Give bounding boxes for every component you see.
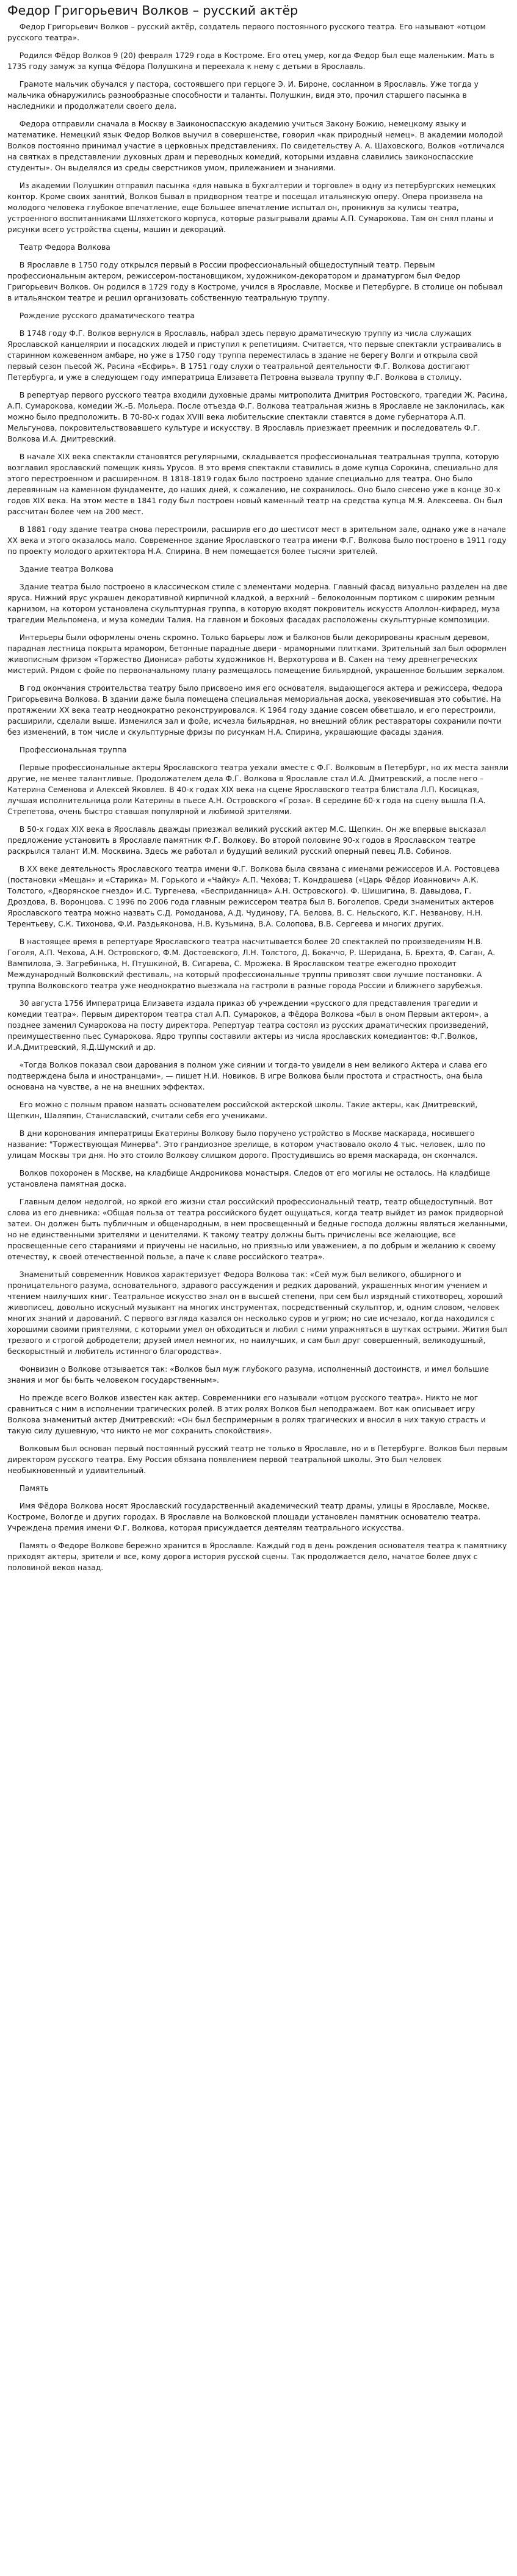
paragraph: В начале XIX века спектакли становятся регулярными, складывается профессиональная театральная труппа, которую возглавил ярославский помещик князь Урусов. В это время спектакли ставились в доме купца Сорокина, специально для этого перестроенном и расширенном. В 1818-1819 годах было построено здание специально для театра. Оно было деревянным на каменном фундаменте, до наших дней, к сожалению, не сохранилось. Оно было снесено уже в конце 30-х годов XIX века. На этом месте в 1841 году был построен новый каменный театр на средства купца М.Я. Алексеева. Он был рассчитан более чем на 200 мест. — [7, 453, 502, 516]
paragraph: В 1881 году здание театра снова перестроили, расширив его до шестисот мест в зрительном зале, однако уже в начале XX века и этого оказалось мало. Современное здание Ярославского театра имени Ф.Г. Волкова было построено в 1911 году по проекту молодого архитектора Н.А. Спирина. В нем помещается более тысячи зрителей. — [7, 525, 507, 556]
paragraph: Родился Фёдор Волков 9 (20) февраля 1729 года в Костроме. Его отец умер, когда Федор был еще маленьким. Мать в 1735 году замуж за купца Фёдора Полушкина и переехала к нему с детьми в Ярославль. — [7, 51, 494, 71]
paragraph: Интерьеры были оформлены очень скромно. Только барьеры лож и балконов были декорированы красным деревом, парадная лестница покрыта мрамором, бетонные парадные двери - мраморными плитками. Зрительный зал был оформлен живописным фризом «Торжество Диониса» работы художников Н. Верхотурова и В. Сакен на тему древнегреческих мистерий. Рядом с фойе по первоначальному плану размещалось помещение бильярдной, украшенное большим зеркалом. — [7, 633, 507, 675]
paragraph: В XX веке деятельность Ярославского театра имени Ф.Г. Волкова была связана с именами режиссеров И.А. Ростовцева (постановки «Мещан» и «Старика» М. Горького и «Чайку» А.П. Чехова; Т. Кондрашева («Царь Фёдор Иоаннович» А.К. Толстого, «Дворянское гнездо» И.С. Тургенева, «Бесприданница» А.Н. Островского). Ф. Шишигина, В. Давыдова, Г. Дроздова, В. Воронцова. С 1996 по 2006 года главным режиссером театра был В. Боголепов. Среди знаменитых актеров Ярославского театра можно назвать С.Д. Ромоданова, А.Д. Чудинову, ГА. Белова, В. С. Нельского, К.Г. Незванову, Н.Н. Терентьеву, С.К. Тихонова, Ф.И. Раздьяконова, Н.В. Кузьмина, В.А. Солопова, В.В. Сергеева и многих других. — [7, 865, 500, 928]
paragraph: В репертуар первого русского театра входили духовные драмы митрополита Дмитрия Ростовского, трагедии Ж. Расина, А.П. Сумарокова, комедии Ж.-Б. Мольера. После отъезда Ф.Г. Волкова театральная жизнь в Ярославле не заклонилась, как можно было предположить. В 70-80-х годах XVIII века любительские спектакли ставятся в доме губернатора А.П. Мельгунова, покровительствовавшего культуре и искусству. В Ярославль приезжает преемник и последователь Ф.Г. Волкова И.А. Дмитревский. — [7, 391, 508, 443]
section-heading: Рождение русского драматического театра — [19, 311, 195, 320]
section-heading: Театр Федора Волкова — [19, 243, 110, 252]
paragraph: В настоящее время в репертуаре Ярославского театра насчитывается более 20 спектаклей по произведениям Н.В. Гоголя, А.П. Чехова, А.Н. Островского, Ф.М. Достоевского, Л.Н. Толстого, Д. Бокаччо, Р. Шеридана, Б. Брехта, Ф. Саган, А. Вампилова, Э. Загребинька, Н. Птушкиной, В. Сигарева, С. Мрожека. В Ярославском театре ежегодно проходит Международный Волковский фестиваль, на который профессиональные труппы привозят свои лучшие постановки. А труппа Волковского театра уже неоднократно выезжала на гастроли в разные города России и ближнего зарубежья. — [7, 937, 496, 990]
paragraph: Но прежде всего Волков известен как актер. Современники его называли «отцом русского театра». Никто не мог сравниться с ним в исполнении трагических ролей. В этих ролях Волков был неподражаем. Вот как описывает игру Волкова знаменитый актер Дмитревский: «Он был беспримерным в ролях трагических и вносил в них такую страсть и такую силу душевную, что никто не мог сохранить спокойствия». — [7, 1394, 486, 1435]
paragraph: Федора отправили сначала в Москву в Заиконоспасскую академию учиться Закону Божию, немецкому языку и математике. Немецкий язык Федор Волков выучил в совершенстве, говорил «как природный немец». В академии молодой Волков постоянно принимал участие в церковных представлениях. По свидетельству А. А. Шаховского, Волков «отличался на святках в представлении духовных драм и переводных комедий, которыми издавна славились заиконоспасские студенты». Он выделялся из среды сверстников умом, прилежанием и знаниями. — [7, 120, 504, 172]
paragraph: Фонвизин о Волкове отзывается так: «Волков был муж глубокого разума, исполненный достоинств, и имел большие знания и мог бы быть человеком государственным». — [7, 1365, 490, 1384]
paragraph: Из академии Полушкин отправил пасынка «для навыка в бухгалтерии и торговле» в одну из петербургских немецких контор. Кроме своих занятий, Волков бывал в придворном театре и посещал итальянскую оперу. Опера произвела на молодого человека глубокое впечатление, еще большее впечатление испытал он, проникнув за кулисы театра, устроенного воспитанниками Шляхетского корпуса, которые разыгрывали драмы А.П. Сумарокова. Там он снял планы и рисунки всего устройства сцены, машин и декораций. — [7, 181, 496, 234]
paragraph: 30 августа 1756 Императрица Елизавета издала приказ об учреждении «русского для представления трагедии и комедии театра». Первым директором театра стал А.П. Сумароков, а Фёдора Волкова «был в оном Первым актером», а позднее заменил Сумарокова на посту директора. Репертуар театра состоял из русских драматических произведений, преимущественно пьес Сумарокова. Ядро труппы составили актеры из числа ярославских комедиантов: Ф.Г.Волков, И.А.Дмитревский, Я.Д.Шумский и др. — [7, 999, 489, 1052]
paragraph: В год окончания строительства театру было присвоено имя его основателя, выдающегося актера и режиссера, Федора Григорьевича Волкова. В здании даже была помещена специальная мемориальная доска, увековечившая это событие. На протяжении XX века театр неоднократно реконструировался. К 1964 году здание совсем обветшало, и его перестроили, расширили, сделали выше. Изменился зал и фойе, исчезла бильярдная, но внешний облик реставраторы сохранили почти без изменений, в том числе и скульптурные фризы по рисункам Н.А. Спирина, украшающие фасады здания. — [7, 684, 503, 737]
paragraph: В 1748 году Ф.Г. Волков вернулся в Ярославль, набрал здесь первую драматическую труппу из числа служащих Ярославской канцелярии и посадских людей и приступил к репетициям. Считается, что первые спектакли устраивались в старинном кожевенном амбаре, но уже в 1750 году труппа переместилась в здание не берегу Волги и открыла свой первый сезон пьесой Ж. Расина «Есфирь». В 1751 году слухи о театральной деятельности Ф.Г. Волкова достигают Петербурга, и уже в следующем году императрица Елизавета Петровна вызвала труппу Ф.Г. Волкова в столицу. — [7, 329, 502, 382]
paragraph: Волков похоронен в Москве, на кладбище Андроникова монастыря. Следов от его могилы не осталось. На кладбище установлена памятная доска. — [7, 1169, 490, 1188]
paragraph: Здание театра было построено в классическом стиле с элементами модерна. Главный фасад визуально разделен на две яруса. Нижний ярус украшен декоративной кирпичной кладкой, а верхний – белоколонным портиком с широким резным карнизом, на котором установлена скульптурная группа, в которую входят покровитель искусств Аполлон-кифаред, муза трагедии Мельпомена, и муза комедии Талия. На главном и боковых фасадах расположены скульптурные композиции. — [7, 583, 508, 624]
paragraph: В дни коронования императрицы Екатерины Волкову было поручено устройство в Москве маскарада, носившего название: "Торжествующая Минерва". Это грандиозное зрелище, в котором участвовало около 4 тыс. человек, шло по улицам Москвы три дня. Но это стоило Волкову слишком дорого. Простудившись во время маскарада, он скончался. — [7, 1129, 485, 1160]
article-body — [7, 21, 508, 1573]
paragraph: Память о Федоре Волкове бережно хранится в Ярославле. Каждый год в день рождения основателя театра к памятнику приходят актеры, зрители и все, кому дорога история русской сцены. Так продолжается дело, начатое более двух с половиной веков назад. — [7, 1541, 507, 1572]
paragraph: В 50-х годах XIX века в Ярославль дважды приезжал великий русский актер М.С. Щепкин. Он же впервые высказал предложение установить в Ярославле памятник Ф.Г. Волкову. Во второй половине 90-х годов в Ярославском театре раскрылся талант И.М. Москвина. Здесь же работал и будущий великий русский оперный певец Л.В. Собинов. — [7, 825, 486, 856]
paragraph: Имя Фёдора Волкова носят Ярославский государственный академический театр драмы, улицы в Ярославле, Москве, Костроме, Вологде и других городах. В Ярославле на Волковской площади установлен памятник основателю театра. Учреждена премия имени Ф.Г. Волкова, которая присуждается деятелям театрального искусства. — [7, 1502, 490, 1532]
paragraph: Главным делом недолгой, но яркой его жизни стал российский профессиональный театр, театр общедоступный. Вот слова из его дневника: «Общая польза от театра российского будет ощущаться, когда театр выйдет из рамок придворной затеи. Он должен быть публичным и общенародным, в нем просвещенный и бедные господа должны являться желанными, но не единственными зрителями и ценителями. К такому театру должны быть причислены все желающие, все просвещенные сего стараниями и приучены не насильно, но приязнью или уважением, а по добрым и желанию к своему отечеству, к своей отечественной пользе, а паче к славе российского театра». — [7, 1198, 508, 1261]
paragraph: Его можно с полным правом назвать основателем российской актерской школы. Такие актеры, как Дмитревский, Щепкин, Шаляпин, Станиславский, считали себя его учениками. — [7, 1101, 478, 1120]
paragraph: В Ярославле в 1750 году открылся первый в России профессиональный общедоступный театр. Первым профессиональным актером, режиссером-постановщиком, художником-декоратором и драматургом был Федор Григорьевич Волков. Он родился в 1729 году в Костроме, учился в Ярославле, Москве и Петербурге. В столице он побывал в итальянском театре и решил организовать собственную театральную труппу. — [7, 261, 503, 302]
section-heading: Профессиональная труппа — [19, 746, 127, 754]
section-heading: Здание театра Волкова — [19, 565, 114, 573]
paragraph: Знаменитый современник Новиков характеризует Федора Волкова так: «Сей муж был великого, обширного и проницательного разума, основательного, здравого рассуждения и редких дарований, украшенных многим учением и чтением наилучших книг. Театральное искусство знал он в высшей степени, при сем был изрядный стихотворец, хороший живописец, довольно искусный музыкант на многих инструментах, посредственный скульптор, и, одним словом, человек многих знаний и дарований. С первого взгляда казался он несколько суров и угрюм; но сие исчезало, когда находился с хорошими своими приятелями, с которыми умел он обходиться и любил с ними упражняться в шутках острыми. Жития был трезвого и строгой добродетели; друзей имел немногих, но наилучших, и сам был друг совершенный, великодушный, бескорыстный и любитель истинного благородства». — [7, 1270, 507, 1356]
paragraph: Первые профессиональные актеры Ярославского театра уехали вместе с Ф.Г. Волковым в Петербург, но их места заняли другие, не менее талантливые. Продолжателем дела Ф.Г. Волкова в Ярославле стал И.А. Дмитревский, а после него – Катерина Семенова и Алексей Яковлев. В 40-х годах XIX века на сцене Ярославского театра блистала Л.П. Косицкая, лучшая исполнительница роли Катерины в пьесе А.Н. Островского «Гроза». В середине 60-х года на сцену вышла П.А. Стрепетова, очень быстро ставшая популярной и любимой зрителями. — [7, 763, 508, 816]
section-heading: Память — [19, 1484, 49, 1493]
paragraph: «Тогда Волков показал свои дарования в полном уже сиянии и тогда-то увидели в нем великого Актера и слава его подтверждена была и иностранцами», — пишет Н.И. Новиков. В игре Волкова были простота и страстность, она была основана на чувстве, а не на внешних эффектах. — [7, 1061, 488, 1091]
page-title: Федор Григорьевич Волков – русский актёр — [7, 3, 298, 18]
paragraph: Грамоте мальчик обучался у пастора, состоявшего при герцоге Э. И. Бироне, сосланном в Ярославль. Уже тогда у мальчика обнаружились разнообразные способности и таланты. Полушкин, видя это, прочил старшего пасынка в наследники и продолжатели своего дела. — [7, 80, 479, 111]
paragraph: Волковым был основан первый постоянный русский театр не только в Ярославле, но и в Петербурге. Волков был первым директором русского театра. Ему Россия обязана появлением первой театральной школы. Это был человек необыкновенный и удивительный. — [7, 1444, 508, 1475]
paragraph: Федор Григорьевич Волков – русский актёр, создатель первого постоянного русского театра. Его называют «отцом русского театра». — [7, 23, 486, 42]
